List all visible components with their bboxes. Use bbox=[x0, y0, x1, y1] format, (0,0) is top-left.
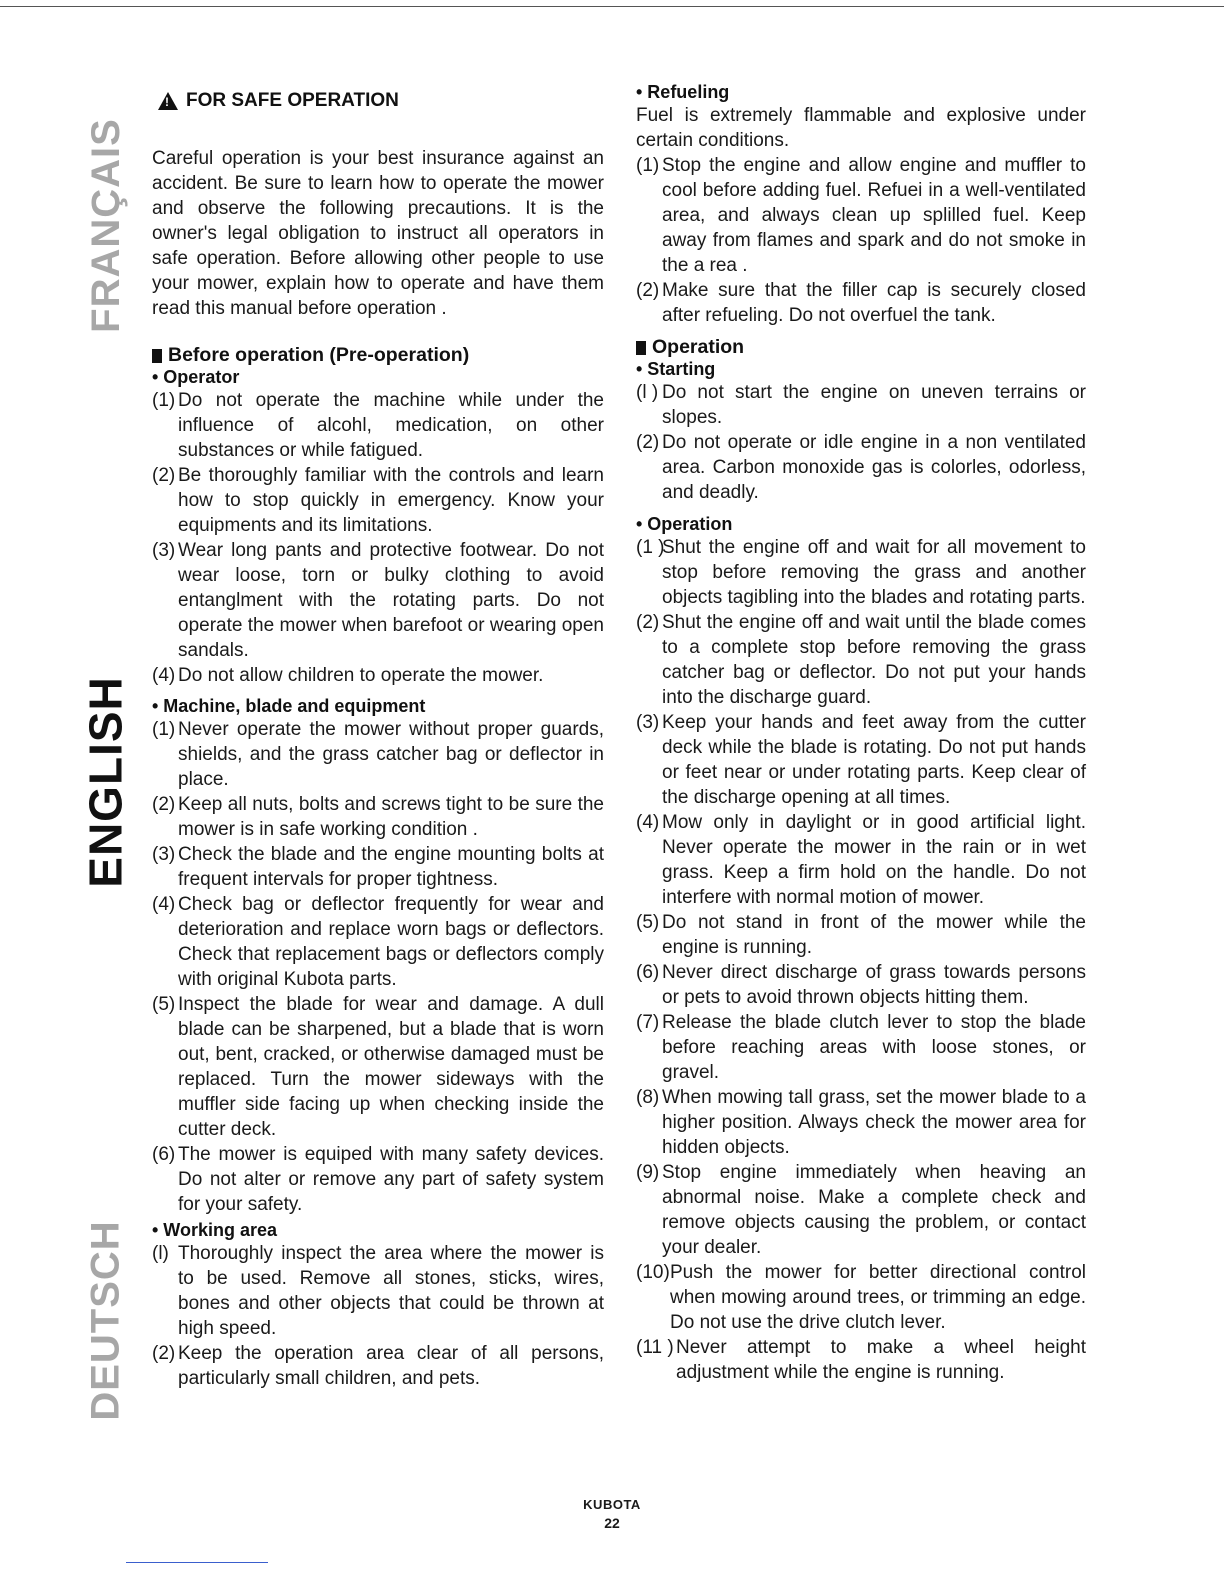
list-item bbox=[636, 1260, 1086, 1335]
bottom-rule bbox=[126, 1562, 268, 1563]
item-number: (4) bbox=[152, 894, 176, 915]
list-item bbox=[152, 1341, 604, 1391]
refueling-heading: • Refueling bbox=[636, 82, 730, 102]
working-area-heading: • Working area bbox=[152, 1220, 278, 1240]
list-item bbox=[636, 960, 1086, 1010]
list-item bbox=[636, 1010, 1086, 1085]
item-number: (11 ) bbox=[636, 1337, 674, 1358]
list-item bbox=[636, 1085, 1086, 1160]
machine-list bbox=[152, 717, 604, 1217]
item-number: (3) bbox=[636, 712, 660, 733]
item-text: When mowing tall grass, set the mower blade to a higher position. Always check the mower area for hidden objects. bbox=[662, 1087, 1086, 1158]
item-text: Keep the operation area clear of all persons, particularly small children, and pets. bbox=[178, 1343, 604, 1389]
item-number: (2) bbox=[636, 280, 660, 301]
square-bullet-icon bbox=[636, 341, 646, 355]
list-item bbox=[636, 610, 1086, 710]
item-number: (9) bbox=[636, 1162, 660, 1183]
item-text: Check bag or deflector frequently for wear and deterioration and replace worn bags or deflectors. Check that replacement bags or deflectors comply with original Kubota parts. bbox=[178, 894, 604, 990]
operation-section bbox=[636, 336, 1086, 505]
list-item bbox=[152, 717, 604, 792]
item-text: Stop the engine and allow engine and muffler to cool before adding fuel. Refuei in a well-ventilated area, and always clean up splilled fuel. Keep away from flames and spark and do not smoke in the a rea . bbox=[662, 155, 1086, 276]
machine-section bbox=[152, 696, 604, 1217]
page-title bbox=[158, 90, 399, 112]
item-number: (6) bbox=[152, 1144, 176, 1165]
list-item bbox=[152, 538, 604, 663]
list-item bbox=[636, 910, 1086, 960]
item-number: (2) bbox=[636, 432, 660, 453]
operator-heading: • Operator bbox=[152, 367, 240, 387]
item-number: (7) bbox=[636, 1012, 660, 1033]
item-number: (3) bbox=[152, 540, 176, 561]
item-number: (1) bbox=[152, 390, 176, 411]
list-item bbox=[152, 842, 604, 892]
item-number: (4) bbox=[636, 812, 660, 833]
operation-heading-text: Operation bbox=[652, 336, 745, 358]
item-number: (2) bbox=[152, 794, 176, 815]
item-number: (5) bbox=[636, 912, 660, 933]
item-text: Shut the engine off and wait until the blade comes to a complete stop before removing the grass catcher bag or deflector. Do not put your hands into the discharge guard. bbox=[662, 612, 1086, 708]
operator-list bbox=[152, 388, 604, 688]
item-text: Thoroughly inspect the area where the mower is to be used. Remove all stones, sticks, wires, bones and other objects that could be thrown at high speed. bbox=[178, 1243, 604, 1339]
item-number: (10) bbox=[636, 1262, 670, 1283]
item-number: (2) bbox=[636, 612, 660, 633]
item-text: Do not stand in front of the mower while the engine is running. bbox=[662, 912, 1086, 958]
item-text: Keep all nuts, bolts and screws tight to be sure the mower is in safe working condition . bbox=[178, 794, 604, 840]
operation-heading bbox=[636, 336, 1086, 359]
intro-paragraph: Careful operation is your best insurance against an accident. Be sure to learn how to operate the mower and observe the following precautions. It is the owner's legal obligation to instruct all operators in safe operation. Before allowing other people to use your mower, explain how to operate and have them read this manual before operation . bbox=[152, 148, 604, 319]
item-text: Make sure that the filler cap is securely closed after refueling. Do not overfuel the tank. bbox=[662, 280, 1086, 326]
item-number: (l ) bbox=[636, 382, 659, 403]
starting-list bbox=[636, 380, 1086, 505]
item-text: Push the mower for better directional control when mowing around trees, or trimming an edge. Do not use the drive clutch lever. bbox=[670, 1262, 1086, 1333]
list-item bbox=[152, 792, 604, 842]
refueling-intro: Fuel is extremely flammable and explosive under certain conditions. bbox=[636, 105, 1086, 151]
item-number: (l) bbox=[152, 1243, 169, 1264]
refueling-section bbox=[636, 82, 1086, 328]
operation-list bbox=[636, 535, 1086, 1385]
starting-heading: • Starting bbox=[636, 359, 716, 379]
item-text: Do not allow children to operate the mower. bbox=[178, 665, 544, 686]
working-area-list bbox=[152, 1241, 604, 1391]
list-item bbox=[152, 1241, 604, 1341]
before-operation-heading bbox=[152, 344, 604, 367]
item-text: Release the blade clutch lever to stop the blade before reaching areas with loose stones, or gravel. bbox=[662, 1012, 1086, 1083]
list-item bbox=[152, 992, 604, 1142]
operation-subsection bbox=[636, 514, 1086, 1385]
item-number: (2) bbox=[152, 465, 176, 486]
list-item bbox=[636, 710, 1086, 810]
intro-block bbox=[152, 146, 604, 321]
item-text: Stop engine immediately when heaving an abnormal noise. Make a complete check and remove objects causing the problem, or contact your dealer. bbox=[662, 1162, 1086, 1258]
square-bullet-icon bbox=[152, 349, 162, 363]
machine-heading: • Machine, blade and equipment bbox=[152, 696, 426, 716]
list-item bbox=[636, 278, 1086, 328]
item-text: Never attempt to make a wheel height adjustment while the engine is running. bbox=[676, 1337, 1086, 1383]
tab-francais bbox=[82, 80, 130, 370]
list-item bbox=[152, 388, 604, 463]
before-operation-heading-text: Before operation (Pre-operation) bbox=[168, 344, 470, 366]
item-number: (3) bbox=[152, 844, 176, 865]
tab-english-label: ENGLISH bbox=[80, 676, 132, 888]
footer-brand: KUBOTA bbox=[583, 1497, 641, 1512]
list-item bbox=[152, 463, 604, 538]
item-number: (2) bbox=[152, 1343, 176, 1364]
item-number: (6) bbox=[636, 962, 660, 983]
top-rule bbox=[0, 6, 1224, 7]
item-number: (8) bbox=[636, 1087, 660, 1108]
warning-icon bbox=[158, 92, 178, 110]
item-text: Wear long pants and protective footwear. Do not wear loose, torn or bulky clothing to avoid entanglment with the rotating parts. Do not operate the mower when barefoot or wearing open sandals. bbox=[178, 540, 604, 661]
page-number: 22 bbox=[604, 1515, 620, 1531]
list-item bbox=[636, 430, 1086, 505]
list-item bbox=[636, 153, 1086, 278]
item-text: Shut the engine off and wait for all movement to stop before removing the grass and another objects tagibling into the blades and rotating parts. bbox=[662, 537, 1086, 608]
item-text: Inspect the blade for wear and damage. A dull blade can be sharpened, but a blade that is worn out, bent, cracked, or otherwise damaged must be replaced. Turn the mower sideways with the muffler side facing up when checking inside the cutter deck. bbox=[178, 994, 604, 1140]
item-number: (1) bbox=[636, 155, 660, 176]
list-item bbox=[152, 663, 604, 688]
tab-english bbox=[82, 662, 130, 902]
page-title-text: FOR SAFE OPERATION bbox=[186, 90, 399, 111]
list-item bbox=[152, 1142, 604, 1217]
list-item bbox=[636, 380, 1086, 430]
tab-deutsch-label: DEUTSCH bbox=[83, 1219, 128, 1421]
list-item bbox=[636, 535, 1086, 610]
list-item bbox=[636, 810, 1086, 910]
list-item bbox=[636, 1335, 1086, 1385]
item-text: The mower is equiped with many safety devices. Do not alter or remove any part of safety system for your safety. bbox=[178, 1144, 604, 1215]
item-number: (1) bbox=[152, 719, 176, 740]
operation-subheading: • Operation bbox=[636, 514, 733, 534]
item-number: (1 ) bbox=[636, 537, 665, 558]
item-text: Be thoroughly familiar with the controls and learn how to stop quickly in emergency. Know your equipments and its limitations. bbox=[178, 465, 604, 536]
before-operation-section bbox=[152, 344, 604, 688]
tab-francais-label: FRANÇAIS bbox=[83, 117, 128, 333]
item-text: Check the blade and the engine mounting bolts at frequent intervals for proper tightness. bbox=[178, 844, 604, 890]
item-text: Do not operate the machine while under the influence of alcohl, medication, on other substances or while fatigued. bbox=[178, 390, 604, 461]
item-text: Never operate the mower without proper guards, shields, and the grass catcher bag or deflector in place. bbox=[178, 719, 604, 790]
item-number: (4) bbox=[152, 665, 176, 686]
item-text: Do not operate or idle engine in a non ventilated area. Carbon monoxide gas is colorles, odorless, and deadly. bbox=[662, 432, 1086, 503]
item-text: Mow only in daylight or in good artificial light. Never operate the mower in the rain or in wet grass. Keep a firm hold on the handle. Do not interfere with normal motion of mower. bbox=[662, 812, 1086, 908]
item-text: Keep your hands and feet away from the cutter deck while the blade is rotating. Do not put hands or feet near or under rotating parts. Keep clear of the discharge opening at all times. bbox=[662, 712, 1086, 808]
item-text: Never direct discharge of grass towards persons or pets to avoid thrown objects hitting them. bbox=[662, 962, 1086, 1008]
refueling-list bbox=[636, 153, 1086, 328]
list-item bbox=[636, 1160, 1086, 1260]
list-item bbox=[152, 892, 604, 992]
tab-deutsch bbox=[82, 1190, 130, 1450]
working-area-section bbox=[152, 1220, 604, 1391]
item-number: (5) bbox=[152, 994, 176, 1015]
item-text: Do not start the engine on uneven terrains or slopes. bbox=[662, 382, 1086, 428]
